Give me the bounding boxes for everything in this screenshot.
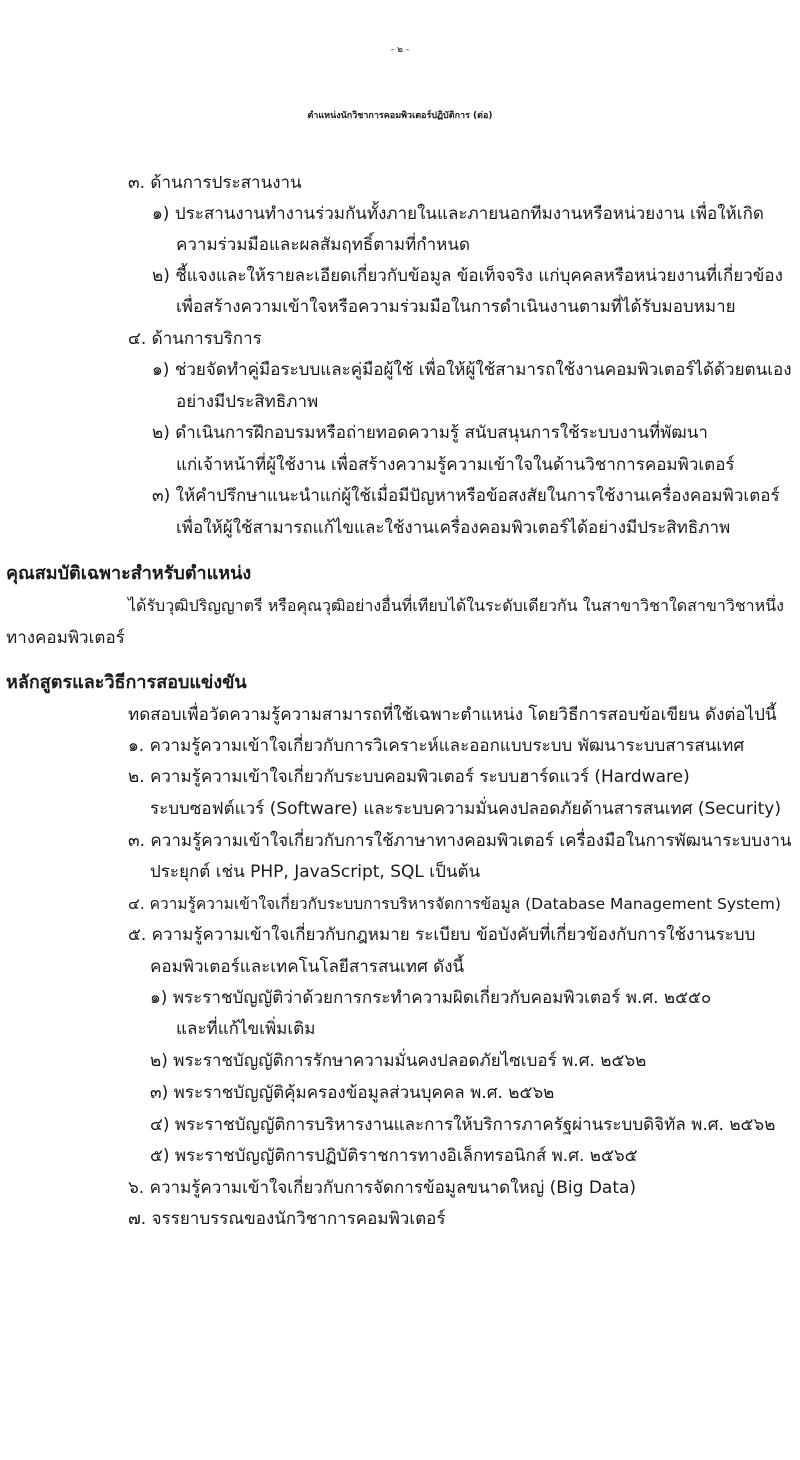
exam-line-6: ๖. ความรู้ความเข้าใจเกี่ยวกับการจัดการข้อมูลขนาดใหญ่ (Big Data) bbox=[128, 1178, 637, 1198]
exam-line-7: ๗. จรรยาบรรณของนักวิชาการคอมพิวเตอร์ bbox=[128, 1209, 446, 1229]
qualification-line-1: ได้รับวุฒิปริญญาตรี หรือคุณวุฒิอย่างอื่นที่เทียบได้ในระดับเดียวกัน ในสาขาวิชาใดสาขาวิชาหนึ่ง bbox=[128, 596, 784, 615]
exam-line-2b: ระบบซอฟต์แวร์ (Software) และระบบความมั่นคงปลอดภัยด้านสารสนเทศ (Security) bbox=[150, 799, 782, 819]
exam-line-3b: ประยุกต์ เช่น PHP, JavaScript, SQL เป็นต้น bbox=[150, 862, 481, 882]
exam-line-3: ๓. ความรู้ความเข้าใจเกี่ยวกับการใช้ภาษาทางคอมพิวเตอร์ เครื่องมือในการพัฒนาระบบงาน bbox=[128, 831, 792, 851]
qualification-heading: คุณสมบัติเฉพาะสำหรับตำแหน่ง bbox=[6, 563, 252, 584]
page-number: - ๒ - bbox=[390, 45, 410, 55]
service-item-1-line-2: อย่างมีประสิทธิภาพ bbox=[176, 392, 319, 412]
law-item-5: ๕) พระราชบัญญัติการปฏิบัติราชการทางอิเล็กทรอนิกส์ พ.ศ. ๒๕๖๕ bbox=[150, 1146, 638, 1166]
exam-line-1: ๑. ความรู้ความเข้าใจเกี่ยวกับการวิเคราะห์และออกแบบระบบ พัฒนาระบบสารสนเทศ bbox=[128, 736, 745, 756]
exam-line-4: ๔. ความรู้ความเข้าใจเกี่ยวกับระบบการบริหารจัดการข้อมูล (Database Management System) bbox=[128, 895, 781, 913]
service-item-3-line-1: ๓) ให้คำปรึกษาแนะนำแก่ผู้ใช้เมื่อมีปัญหาหรือข้อสงสัยในการใช้งานเครื่องคอมพิวเตอร์ bbox=[152, 486, 780, 506]
section-service-heading: ๔. ด้านการบริการ bbox=[128, 329, 262, 349]
coordination-item-2-line-2: เพื่อสร้างความเข้าใจหรือความร่วมมือในการดำเนินงานตามที่ได้รับมอบหมาย bbox=[176, 297, 736, 317]
exam-intro: ทดสอบเพื่อวัดความรู้ความสามารถที่ใช้เฉพาะตำแหน่ง โดยวิธีการสอบข้อเขียน ดังต่อไปนี้ bbox=[128, 705, 777, 725]
law-item-2: ๒) พระราชบัญญัติการรักษาความมั่นคงปลอดภัยไซเบอร์ พ.ศ. ๒๕๖๒ bbox=[150, 1051, 647, 1071]
law-item-3: ๓) พระราชบัญญัติคุ้มครองข้อมูลส่วนบุคคล พ.ศ. ๒๕๖๒ bbox=[150, 1083, 555, 1103]
law-item-4: ๔) พระราชบัญญัติการบริหารงานและการให้บริการภาครัฐผ่านระบบดิจิทัล พ.ศ. ๒๕๖๒ bbox=[150, 1115, 776, 1135]
page-title: ตำแหน่งนักวิชาการคอมพิวเตอร์ปฏิบัติการ (ต่อ) bbox=[307, 111, 493, 121]
exam-line-5b: คอมพิวเตอร์และเทคโนโลยีสารสนเทศ ดังนี้ bbox=[150, 957, 465, 977]
exam-heading: หลักสูตรและวิธีการสอบแข่งขัน bbox=[6, 672, 247, 693]
service-item-1-line-1: ๑) ช่วยจัดทำคู่มือระบบและคู่มือผู้ใช้ เพื่อให้ผู้ใช้สามารถใช้งานคอมพิวเตอร์ได้ด้วยตนเอง bbox=[152, 360, 792, 380]
qualification-line-2: ทางคอมพิวเตอร์ bbox=[6, 628, 125, 648]
section-coordination-heading: ๓. ด้านการประสานงาน bbox=[128, 173, 302, 193]
law-item-1: ๑) พระราชบัญญัติว่าด้วยการกระทำความผิดเกี่ยวกับคอมพิวเตอร์ พ.ศ. ๒๕๕๐ bbox=[150, 988, 712, 1008]
exam-line-2: ๒. ความรู้ความเข้าใจเกี่ยวกับระบบคอมพิวเตอร์ ระบบฮาร์ดแวร์ (Hardware) bbox=[128, 767, 690, 787]
coordination-item-2-line-1: ๒) ชี้แจงและให้รายละเอียดเกี่ยวกับข้อมูล ข้อเท็จจริง แก่บุคคลหรือหน่วยงานที่เกี่ยวข้อง bbox=[152, 266, 783, 286]
law-item-1b: และที่แก้ไขเพิ่มเติม bbox=[176, 1019, 316, 1039]
coordination-item-1-line-2: ความร่วมมือและผลสัมฤทธิ์ตามที่กำหนด bbox=[176, 235, 471, 255]
service-item-2-line-2: แก่เจ้าหน้าที่ผู้ใช้งาน เพื่อสร้างความรู้ความเข้าใจในด้านวิชาการคอมพิวเตอร์ bbox=[176, 455, 735, 475]
exam-line-5: ๕. ความรู้ความเข้าใจเกี่ยวกับกฎหมาย ระเบียบ ข้อบังคับที่เกี่ยวข้องกับการใช้งานระบบ bbox=[128, 925, 756, 945]
service-item-2-line-1: ๒) ดำเนินการฝึกอบรมหรือถ่ายทอดความรู้ สนับสนุนการใช้ระบบงานที่พัฒนา bbox=[152, 423, 708, 443]
service-item-3-line-2: เพื่อให้ผู้ใช้สามารถแก้ไขและใช้งานเครื่องคอมพิวเตอร์ได้อย่างมีประสิทธิภาพ bbox=[176, 518, 731, 538]
coordination-item-1-line-1: ๑) ประสานงานทำงานร่วมกันทั้งภายในและภายนอกทีมงานหรือหน่วยงาน เพื่อให้เกิด bbox=[152, 204, 764, 224]
